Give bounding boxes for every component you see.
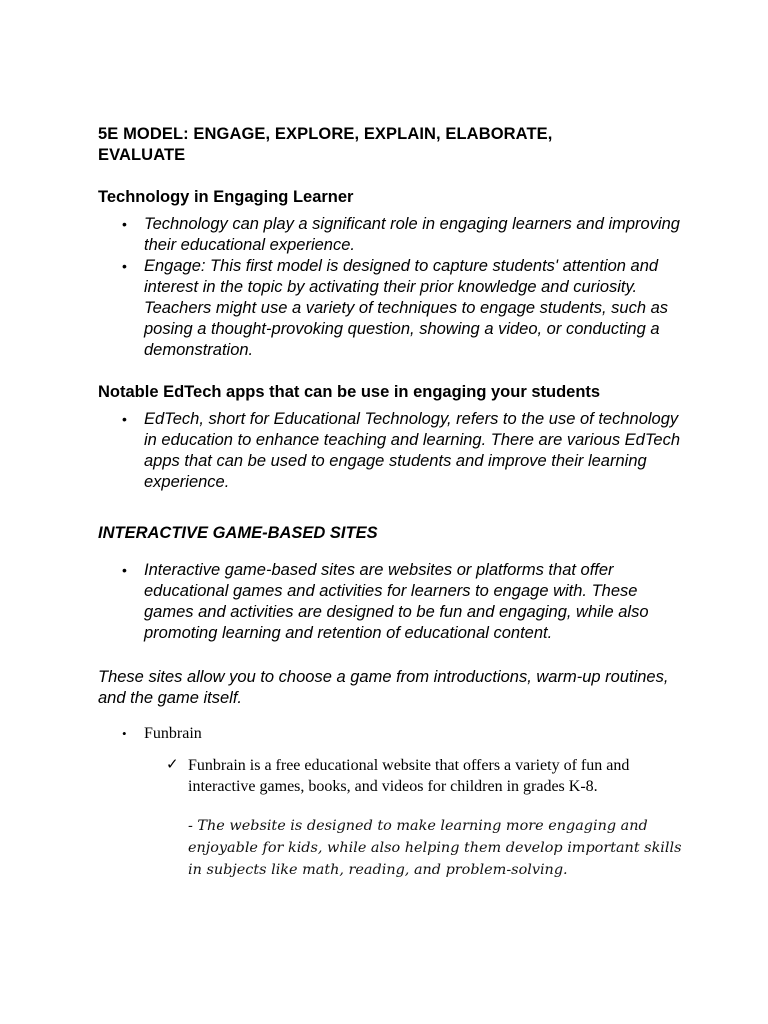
funbrain-description: - The website is designed to make learning more engaging and enjoyable for kids, while also helping them develop important skills in subjects like math, reading, and problem-solving. xyxy=(188,818,682,878)
bullet-text: Interactive game-based sites are websites or platforms that offer educational games and activities for learners to engage with. These games and activities are designed to be fun and engaging, while also promoting learning and retention of educational content. xyxy=(144,561,649,642)
bullet-icon: • xyxy=(122,562,127,578)
bullet-icon: • xyxy=(122,258,127,274)
game-sites-bullet-list xyxy=(98,560,688,644)
list-item xyxy=(98,409,688,493)
document-page xyxy=(98,124,688,881)
bullet-icon: • xyxy=(122,726,127,741)
section-heading-edtech: Notable EdTech apps that can be use in engaging your students xyxy=(98,383,601,401)
bullet-icon: • xyxy=(122,411,127,427)
bullet-text: Technology can play a significant role in engaging learners and improving their educational experience. xyxy=(144,215,680,254)
document-title xyxy=(98,124,688,166)
funbrain-label: Funbrain xyxy=(144,725,202,742)
section-heading-technology: Technology in Engaging Learner xyxy=(98,188,354,206)
edtech-bullet-list xyxy=(98,409,688,493)
list-item xyxy=(98,560,688,644)
funbrain-item xyxy=(98,723,688,744)
funbrain-check-item xyxy=(98,755,688,797)
list-item xyxy=(98,214,688,256)
list-item xyxy=(98,256,688,361)
title-line-2: EVALUATE xyxy=(98,146,186,164)
funbrain-check-text: Funbrain is a free educational website that offers a variety of fun and interactive games, books, and videos for children in grades K-8. xyxy=(188,757,630,795)
title-line-1: 5E MODEL: ENGAGE, EXPLORE, EXPLAIN, ELABORATE, xyxy=(98,125,553,143)
bullet-icon: • xyxy=(122,216,127,232)
bullet-text: EdTech, short for Educational Technology, refers to the use of technology in education to enhance teaching and learning. There are various EdTech apps that can be used to engage students and improve their learning experience. xyxy=(144,410,681,491)
bullet-text: Engage: This first model is designed to capture students' attention and interest in the topic by activating their prior knowledge and curiosity. Teachers might use a variety of techniques to engage students, such as posing a thought-provoking question, showing a video, or conducting a demonstration. xyxy=(144,257,669,359)
checkmark-icon: ✓ xyxy=(166,757,179,773)
game-sites-intro: These sites allow you to choose a game from introductions, warm-up routines, and the game itself. xyxy=(98,668,669,707)
section-heading-game-sites: INTERACTIVE GAME-BASED SITES xyxy=(98,524,378,542)
technology-bullet-list xyxy=(98,214,688,361)
